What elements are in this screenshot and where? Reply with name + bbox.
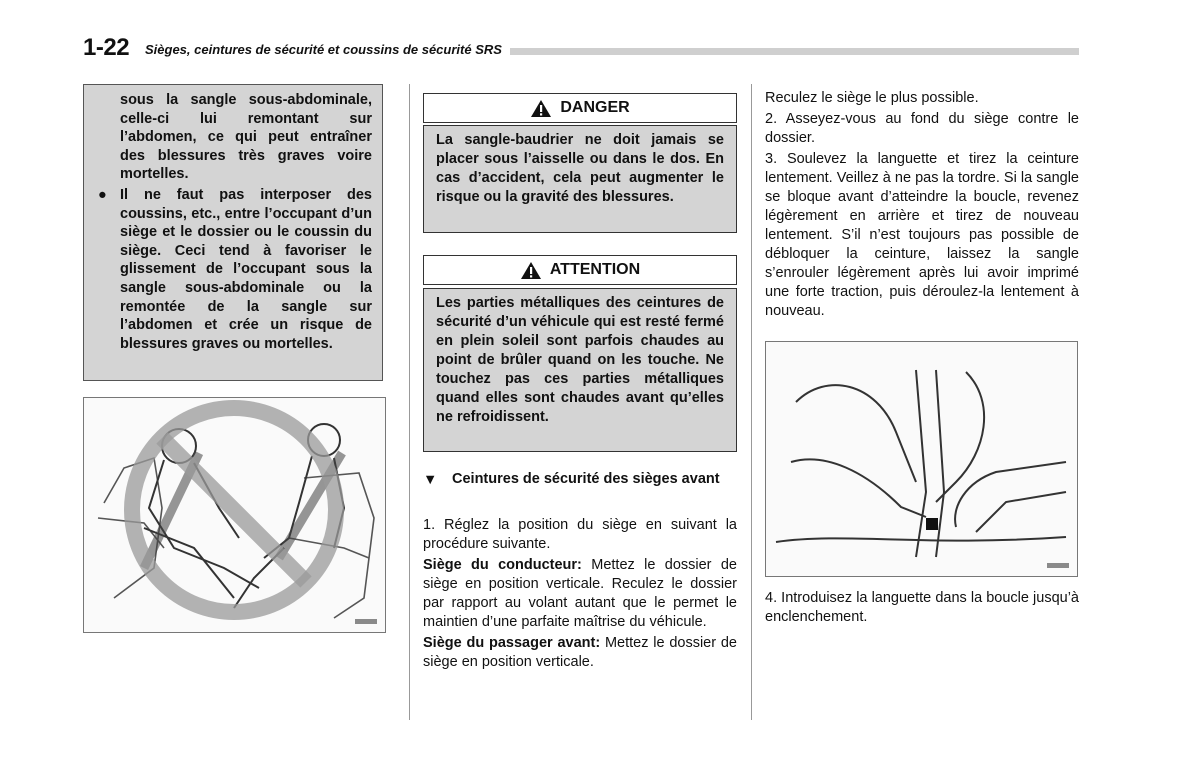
driver-seat-label: Siège du conducteur: bbox=[423, 557, 582, 573]
right-body-text bbox=[765, 89, 1079, 323]
warning-triangle-icon bbox=[520, 261, 542, 280]
warning-continued-text: sous la sangle sous-abdominale, celle-ci lui remontant sur l’abdomen, ce qui peut entraîner des blessures très graves voire mortelles. bbox=[120, 92, 372, 183]
section-title: Ceintures de sécurité des sièges avant bbox=[452, 471, 720, 487]
figure-code-mark bbox=[355, 619, 377, 624]
seat-occupant-drawing bbox=[84, 398, 385, 632]
step-2: 2. Asseyez-vous au fond du siège contre le dossier. bbox=[765, 111, 1079, 146]
bullet-icon: ● bbox=[98, 186, 107, 203]
passenger-seat-text: Mettez le dossier de siège en position verticale. bbox=[423, 635, 737, 670]
passenger-seat-paragraph bbox=[423, 634, 737, 672]
attention-text: Les parties métalliques des ceintures de sécurité d’un véhicule qui est resté fermé en plein soleil sont parfois chaudes au point de brûler quand on les touche. Ne touchez pas ces parties métalliques quand elles sont chaudes avant qu’elles ne refroidissent. bbox=[436, 295, 724, 425]
attention-body bbox=[423, 288, 737, 452]
passenger-seat-label: Siège du passager avant: bbox=[423, 635, 601, 651]
step-1: 1. Réglez la position du siège en suivant la procédure suivante. bbox=[423, 517, 737, 552]
warning-box-continued bbox=[83, 84, 383, 381]
section-marker-icon: ▼ bbox=[423, 472, 438, 488]
danger-text: La sangle-baudrier ne doit jamais se placer sous l’aisselle ou dans le dos. En cas d’accident, cela peut augmenter le risque ou la gravité des blessures. bbox=[436, 132, 724, 205]
warning-bullet-item bbox=[98, 186, 372, 353]
chapter-title: Sièges, ceintures de sécurité et coussins de sécurité SRS bbox=[145, 42, 510, 57]
illustration-belt-tongue bbox=[765, 341, 1078, 577]
danger-title: DANGER bbox=[560, 99, 630, 116]
danger-body bbox=[423, 125, 737, 233]
attention-title: ATTENTION bbox=[549, 261, 641, 278]
belt-hand-drawing bbox=[766, 342, 1077, 576]
figure-code-mark bbox=[1047, 563, 1069, 568]
attention-title-bar bbox=[423, 255, 737, 285]
illustration-cushion-prohibited bbox=[83, 397, 386, 633]
step-4: 4. Introduisez la languette dans la boucle jusqu’à enclenchement. bbox=[765, 590, 1079, 625]
danger-title-bar bbox=[423, 93, 737, 123]
middle-body-text bbox=[423, 516, 737, 674]
recline-seat-line: Reculez le siège le plus possible. bbox=[765, 90, 979, 106]
step-3: 3. Soulevez la languette et tirez la ceinture lentement. Veillez à ne pas la tordre. Si la sangle se bloque avant d’atteindre la boucle, revenez légèrement en arrière et tirez de nouveau lentement. S’il n’est toujours pas possible de débloquer la ceinture, laissez la sangle s’enrouler légèrement après lui avoir imprimé une forte traction, puis déroulez-la lentement à nouveau. bbox=[765, 151, 1079, 319]
warning-triangle-icon bbox=[530, 99, 552, 118]
column-divider-left bbox=[409, 84, 410, 720]
driver-seat-paragraph bbox=[423, 556, 737, 632]
section-heading bbox=[423, 470, 737, 489]
warning-bullet-text: Il ne faut pas interposer des coussins, etc., entre l’occupant d’un siège et le dossier ou le coussin du siège. Ceci tend à favoriser le glissement de l’occupant sous la sangle sous-abdominale ou la remontée de la sangle sur l’abdomen et crée un risque de blessures graves ou mortelles. bbox=[120, 186, 372, 352]
right-body-text-lower bbox=[765, 589, 1079, 629]
page-number: 1-22 bbox=[83, 34, 130, 61]
column-divider-right bbox=[751, 84, 752, 720]
page-header bbox=[83, 34, 1079, 64]
driver-seat-text: Mettez le dossier de siège en position verticale. Reculez le dossier par rapport au volant autant que le permet le maintien d’une parfaite maîtrise du véhicule. bbox=[423, 557, 737, 630]
